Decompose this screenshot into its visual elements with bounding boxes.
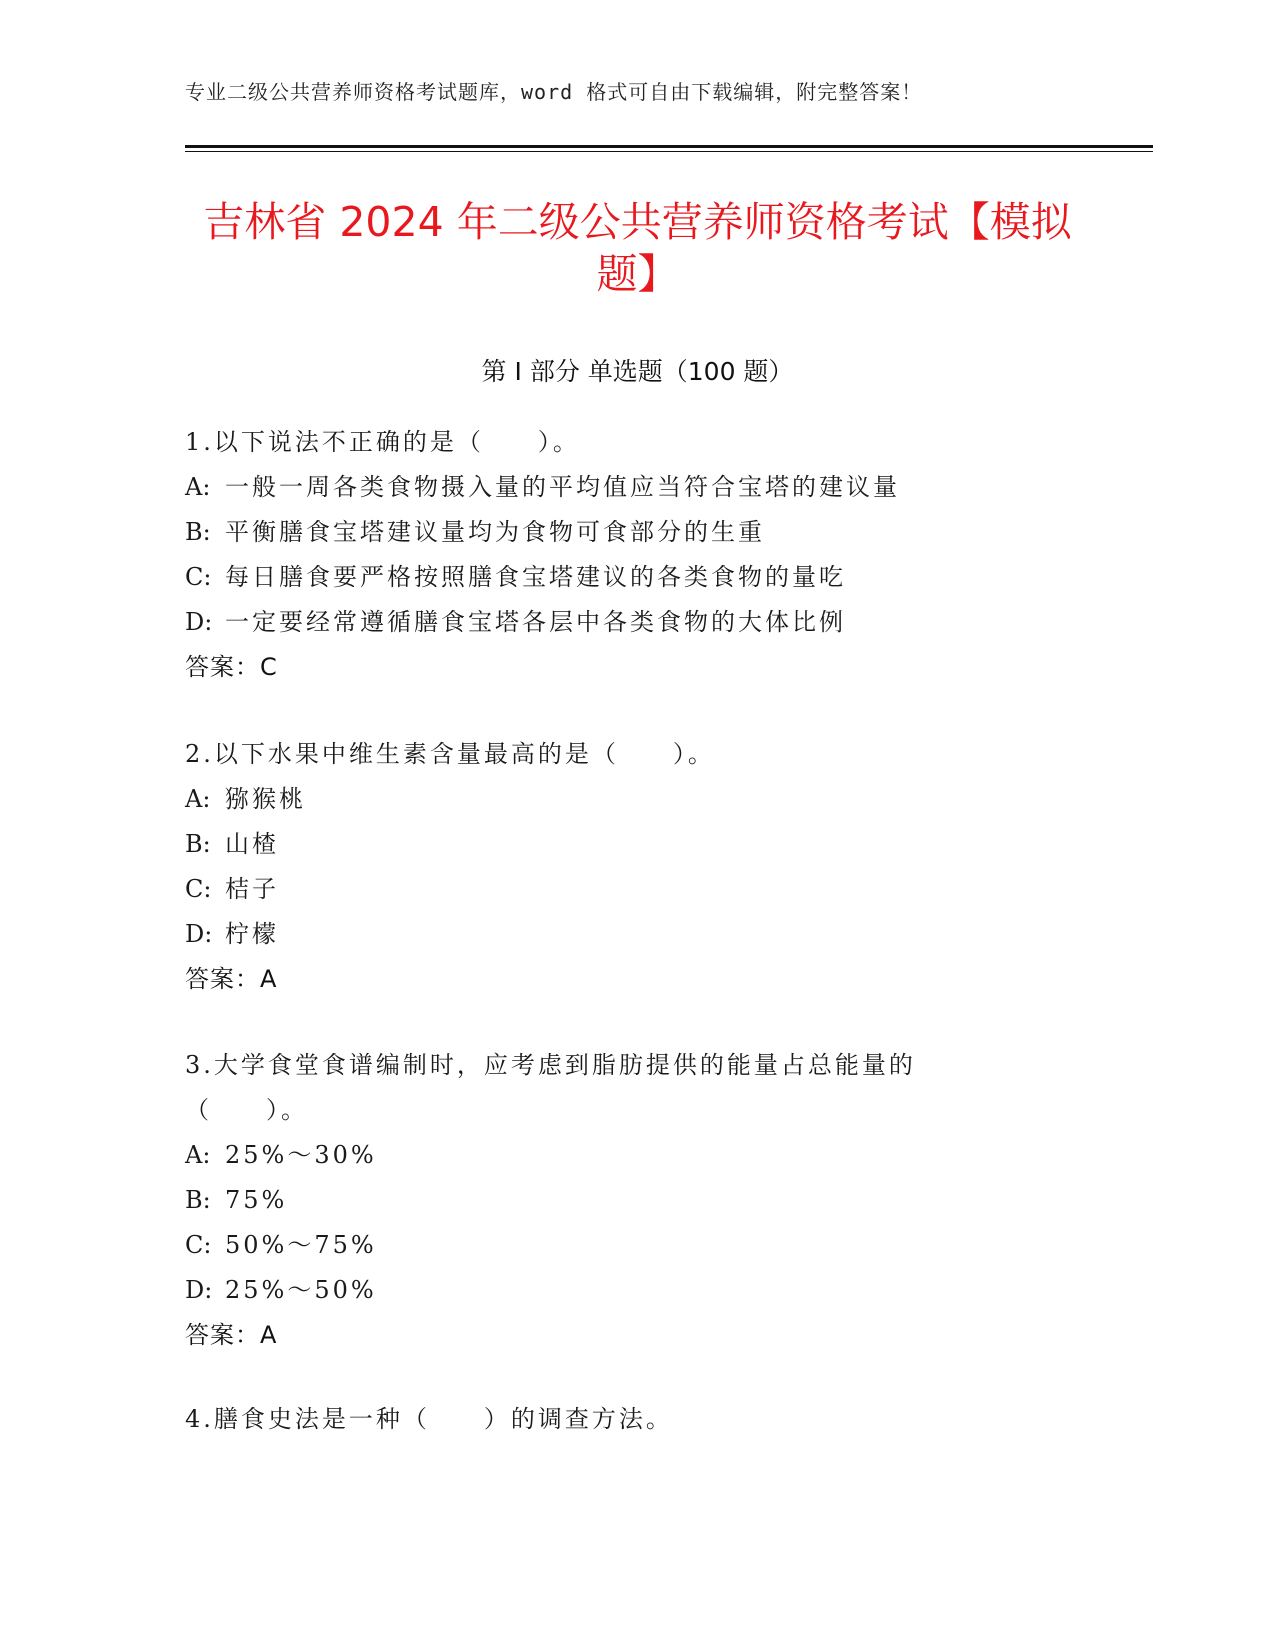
option-text: 平衡膳食宝塔建议量均为食物可食部分的生重 xyxy=(225,518,765,546)
option-letter: C: xyxy=(185,875,212,903)
option-b xyxy=(185,822,1085,867)
question-stem: 1.以下说法不正确的是（ ）。 xyxy=(185,428,580,456)
question-stem: 2.以下水果中维生素含量最高的是（ ）。 xyxy=(185,740,715,768)
option-letter: A: xyxy=(185,473,211,501)
option-letter: C: xyxy=(185,563,212,591)
option-c xyxy=(185,867,1085,912)
header-rule-thin xyxy=(185,151,1153,152)
option-b xyxy=(185,510,1085,555)
option-text: 桔子 xyxy=(225,875,279,903)
option-text: 猕猴桃 xyxy=(225,785,306,813)
option-text: 50%～75% xyxy=(225,1231,377,1259)
answer-line: 答案：A xyxy=(185,965,278,993)
option-letter: A: xyxy=(185,1141,211,1169)
option-b xyxy=(185,1178,1085,1223)
option-text: 75% xyxy=(225,1186,288,1214)
answer-line: 答案：A xyxy=(185,1321,278,1349)
option-letter: B: xyxy=(185,1186,211,1214)
option-letter: C: xyxy=(185,1231,212,1259)
section-heading: 第 I 部分 单选题（100 题） xyxy=(481,357,794,386)
option-text: 一定要经常遵循膳食宝塔各层中各类食物的大体比例 xyxy=(225,608,846,636)
option-text: 25%～50% xyxy=(225,1276,377,1304)
option-c xyxy=(185,555,1085,600)
answer-line: 答案：C xyxy=(185,653,278,681)
question-1 xyxy=(185,420,1085,690)
option-a xyxy=(185,1133,1085,1178)
option-a xyxy=(185,465,1085,510)
option-text: 一般一周各类食物摄入量的平均值应当符合宝塔的建议量 xyxy=(225,473,900,501)
option-letter: B: xyxy=(185,830,211,858)
option-d xyxy=(185,912,1085,957)
option-d xyxy=(185,1268,1085,1313)
option-text: 柠檬 xyxy=(225,920,279,948)
option-a xyxy=(185,777,1085,822)
option-d xyxy=(185,600,1085,645)
option-letter: D: xyxy=(185,1276,213,1304)
option-text: 25%～30% xyxy=(225,1141,377,1169)
option-letter: B: xyxy=(185,518,211,546)
option-c xyxy=(185,1223,1085,1268)
question-stem: 4.膳食史法是一种（ ）的调查方法。 xyxy=(185,1405,673,1433)
option-letter: D: xyxy=(185,608,213,636)
document-title: 吉林省 2024 年二级公共营养师资格考试【模拟题】 xyxy=(203,198,1072,298)
question-4 xyxy=(185,1397,1085,1442)
question-stem: 3.大学食堂食谱编制时，应考虑到脂肪提供的能量占总能量的（ ）。 xyxy=(185,1051,916,1124)
option-letter: A: xyxy=(185,785,211,813)
option-text: 山楂 xyxy=(225,830,279,858)
option-text: 每日膳食要严格按照膳食宝塔建议的各类食物的量吃 xyxy=(225,563,846,591)
question-3 xyxy=(185,1043,1085,1358)
header-note: 专业二级公共营养师资格考试题库，word 格式可自由下载编辑，附完整答案！ xyxy=(185,80,923,104)
question-2 xyxy=(185,732,1085,1002)
header-rule-thick xyxy=(185,145,1153,148)
option-letter: D: xyxy=(185,920,213,948)
